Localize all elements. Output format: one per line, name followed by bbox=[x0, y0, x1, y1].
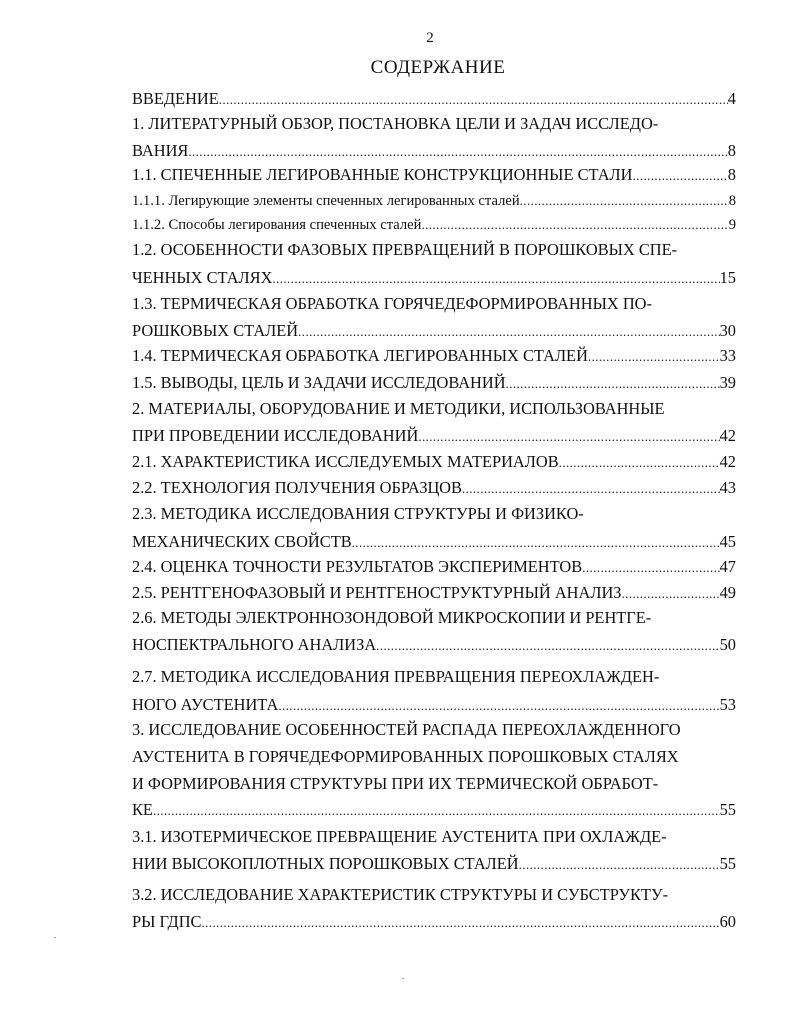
toc-entry[interactable] bbox=[132, 911, 736, 934]
toc-entry-page: 8 bbox=[728, 193, 736, 209]
dot-leader bbox=[519, 854, 720, 876]
toc-entry[interactable] bbox=[132, 826, 736, 848]
toc-entry[interactable] bbox=[132, 503, 736, 525]
toc-entry-text: 2.7. МЕТОДИКА ИССЛЕДОВАНИЯ ПРЕВРАЩЕНИЯ ПЕРЕОХЛАЖДЕН- bbox=[132, 667, 660, 686]
toc-entry[interactable] bbox=[132, 607, 736, 629]
toc-entry[interactable] bbox=[132, 853, 736, 876]
toc-entry[interactable] bbox=[132, 634, 736, 657]
toc-entry[interactable] bbox=[132, 140, 736, 163]
toc-entry[interactable] bbox=[132, 451, 736, 474]
toc-entry[interactable] bbox=[132, 398, 736, 420]
toc-entry-text: ВВЕДЕНИЕ bbox=[132, 89, 219, 108]
toc-entry-text: РЫ ГДПС bbox=[132, 912, 202, 931]
toc-entry-page: 60 bbox=[719, 912, 736, 931]
dot-leader bbox=[520, 190, 729, 212]
toc-entry-page: 4 bbox=[727, 89, 736, 108]
toc-entry-page: 45 bbox=[719, 532, 736, 551]
dot-leader bbox=[376, 635, 719, 657]
toc-entry[interactable] bbox=[132, 556, 736, 579]
toc-entry-text: 2. МАТЕРИАЛЫ, ОБОРУДОВАНИЕ И МЕТОДИКИ, ИСПОЛЬЗОВАННЫЕ bbox=[132, 399, 665, 418]
toc-entry-text: 2.5. РЕНТГЕНОФАЗОВЫЙ И РЕНТГЕНОСТРУКТУРНЫЙ АНАЛИЗ bbox=[132, 583, 622, 602]
dot-leader bbox=[188, 141, 727, 163]
scan-speck bbox=[402, 978, 404, 979]
toc-entry-text: 3.2. ИССЛЕДОВАНИЕ ХАРАКТЕРИСТИК СТРУКТУРЫ И СУБСТРУКТУ- bbox=[132, 885, 669, 904]
toc-entry[interactable] bbox=[132, 773, 736, 795]
toc-entry-page: 30 bbox=[719, 321, 736, 340]
dot-leader bbox=[278, 695, 719, 717]
toc-entry[interactable] bbox=[132, 267, 736, 290]
toc-entry-text: 1.2. ОСОБЕННОСТИ ФАЗОВЫХ ПРЕВРАЩЕНИЙ В ПОРОШКОВЫХ СПЕ- bbox=[132, 240, 678, 259]
toc-entry-text: НОГО АУСТЕНИТА bbox=[132, 695, 279, 714]
toc-entry[interactable] bbox=[132, 293, 736, 315]
toc-entry-text: 3. ИССЛЕДОВАНИЕ ОСОБЕННОСТЕЙ РАСПАДА ПЕРЕОХЛАЖДЕННОГО bbox=[132, 720, 681, 739]
toc-entry-page: 55 bbox=[719, 854, 736, 873]
toc-entry[interactable] bbox=[132, 88, 736, 111]
toc-entry[interactable] bbox=[132, 345, 736, 368]
toc-entry[interactable] bbox=[132, 799, 736, 822]
toc-entry-text: И ФОРМИРОВАНИЯ СТРУКТУРЫ ПРИ ИХ ТЕРМИЧЕСКОЙ ОБРАБОТ- bbox=[132, 774, 659, 793]
toc-entry-text: ВАНИЯ bbox=[132, 141, 189, 160]
toc-entry-text: ПРИ ПРОВЕДЕНИИ ИССЛЕДОВАНИЙ bbox=[132, 426, 419, 445]
dot-leader bbox=[421, 214, 728, 236]
toc-entry-page: 47 bbox=[719, 557, 736, 576]
toc-entry[interactable] bbox=[132, 239, 736, 261]
dot-leader bbox=[588, 346, 720, 368]
dot-leader bbox=[622, 583, 720, 605]
toc-entry-text: РОШКОВЫХ СТАЛЕЙ bbox=[132, 321, 299, 340]
dot-leader bbox=[352, 532, 720, 554]
toc-entry-text: 2.3. МЕТОДИКА ИССЛЕДОВАНИЯ СТРУКТУРЫ И ФИЗИКО- bbox=[132, 504, 584, 523]
toc-entry-page: 9 bbox=[728, 217, 736, 233]
toc-entry-text: КЕ bbox=[132, 800, 153, 819]
toc-entry-text: 1.4. ТЕРМИЧЕСКАЯ ОБРАБОТКА ЛЕГИРОВАННЫХ СТАЛЕЙ bbox=[132, 346, 588, 365]
dot-leader bbox=[298, 321, 719, 343]
toc-entry-text: 1. ЛИТЕРАТУРНЫЙ ОБЗОР, ПОСТАНОВКА ЦЕЛИ И ЗАДАЧ ИССЛЕДО- bbox=[132, 114, 659, 133]
toc-entry[interactable] bbox=[132, 746, 736, 768]
toc-entry-text: 2.4. ОЦЕНКА ТОЧНОСТИ РЕЗУЛЬТАТОВ ЭКСПЕРИМЕНТОВ bbox=[132, 557, 583, 576]
toc-entry[interactable] bbox=[132, 320, 736, 343]
toc-entry-page: 42 bbox=[719, 452, 736, 471]
toc-entry-text: АУСТЕНИТА В ГОРЯЧЕДЕФОРМИРОВАННЫХ ПОРОШКОВЫХ СТАЛЯХ bbox=[132, 747, 679, 766]
dot-leader bbox=[272, 268, 719, 290]
toc-entry-page: 55 bbox=[719, 800, 736, 819]
toc-entry-text: МЕХАНИЧЕСКИХ СВОЙСТВ bbox=[132, 532, 352, 551]
toc-entry[interactable] bbox=[132, 694, 736, 717]
toc-entry-page: 53 bbox=[719, 695, 736, 714]
dot-leader bbox=[559, 452, 720, 474]
toc-entry-text: 1.1.1. Легирующие элементы спеченных легированных сталей bbox=[132, 193, 520, 209]
toc-entry-page: 43 bbox=[719, 478, 736, 497]
toc-entry-text: 1.3. ТЕРМИЧЕСКАЯ ОБРАБОТКА ГОРЯЧЕДЕФОРМИРОВАННЫХ ПО- bbox=[132, 294, 652, 313]
contents-heading: СОДЕРЖАНИЕ bbox=[370, 57, 506, 78]
dot-leader bbox=[219, 89, 728, 111]
toc-entry[interactable] bbox=[132, 582, 736, 605]
dot-leader bbox=[202, 912, 720, 934]
toc-entry-text: 2.6. МЕТОДЫ ЭЛЕКТРОННОЗОНДОВОЙ МИКРОСКОПИИ И РЕНТГЕ- bbox=[132, 608, 652, 627]
toc-entry-text: 3.1. ИЗОТЕРМИЧЕСКОЕ ПРЕВРАЩЕНИЕ АУСТЕНИТА ПРИ ОХЛАЖДЕ- bbox=[132, 827, 667, 846]
toc-entry-page: 42 bbox=[719, 426, 736, 445]
page-number: 2 bbox=[426, 30, 434, 46]
toc-entry[interactable] bbox=[132, 190, 736, 212]
toc-entry-text: 2.1. ХАРАКТЕРИСТИКА ИССЛЕДУЕМЫХ МАТЕРИАЛОВ bbox=[132, 452, 559, 471]
toc-entry-text: 2.2. ТЕХНОЛОГИЯ ПОЛУЧЕНИЯ ОБРАЗЦОВ bbox=[132, 478, 462, 497]
toc-entry[interactable] bbox=[132, 477, 736, 500]
dot-leader bbox=[462, 478, 720, 500]
toc-entry-text: НИИ ВЫСОКОПЛОТНЫХ ПОРОШКОВЫХ СТАЛЕЙ bbox=[132, 854, 519, 873]
toc-entry-text: 1.1.2. Способы легирования спеченных сталей bbox=[132, 217, 422, 233]
toc-entry-text: ЧЕННЫХ СТАЛЯХ bbox=[132, 268, 273, 287]
dot-leader bbox=[418, 426, 719, 448]
toc-entry-page: 49 bbox=[719, 583, 736, 602]
toc-entry[interactable] bbox=[132, 884, 736, 906]
dot-leader bbox=[506, 373, 720, 395]
toc-entry-page: 8 bbox=[727, 141, 736, 160]
dot-leader bbox=[582, 557, 719, 579]
toc-entry-page: 15 bbox=[719, 268, 736, 287]
dot-leader bbox=[633, 165, 728, 187]
toc-entry-page: 8 bbox=[727, 165, 736, 184]
scan-speck bbox=[54, 937, 56, 938]
toc-entry-text: 1.1. СПЕЧЕННЫЕ ЛЕГИРОВАННЫЕ КОНСТРУКЦИОННЫЕ СТАЛИ bbox=[132, 165, 633, 184]
toc-entry[interactable] bbox=[132, 531, 736, 554]
toc-entry-text: НОСПЕКТРАЛЬНОГО АНАЛИЗА bbox=[132, 635, 377, 654]
toc-entry-page: 50 bbox=[719, 635, 736, 654]
toc-entry[interactable] bbox=[132, 425, 736, 448]
toc-entry-page: 33 bbox=[719, 346, 736, 365]
toc-entry[interactable] bbox=[132, 372, 736, 395]
toc-entry-text: 1.5. ВЫВОДЫ, ЦЕЛЬ И ЗАДАЧИ ИССЛЕДОВАНИЙ bbox=[132, 373, 506, 392]
toc-entry[interactable] bbox=[132, 666, 736, 688]
toc-entry[interactable] bbox=[132, 164, 736, 187]
dot-leader bbox=[153, 800, 720, 822]
toc-entry-page: 39 bbox=[719, 373, 736, 392]
toc-entry[interactable] bbox=[132, 214, 736, 236]
toc-entry[interactable] bbox=[132, 113, 736, 135]
toc-entry[interactable] bbox=[132, 719, 736, 741]
